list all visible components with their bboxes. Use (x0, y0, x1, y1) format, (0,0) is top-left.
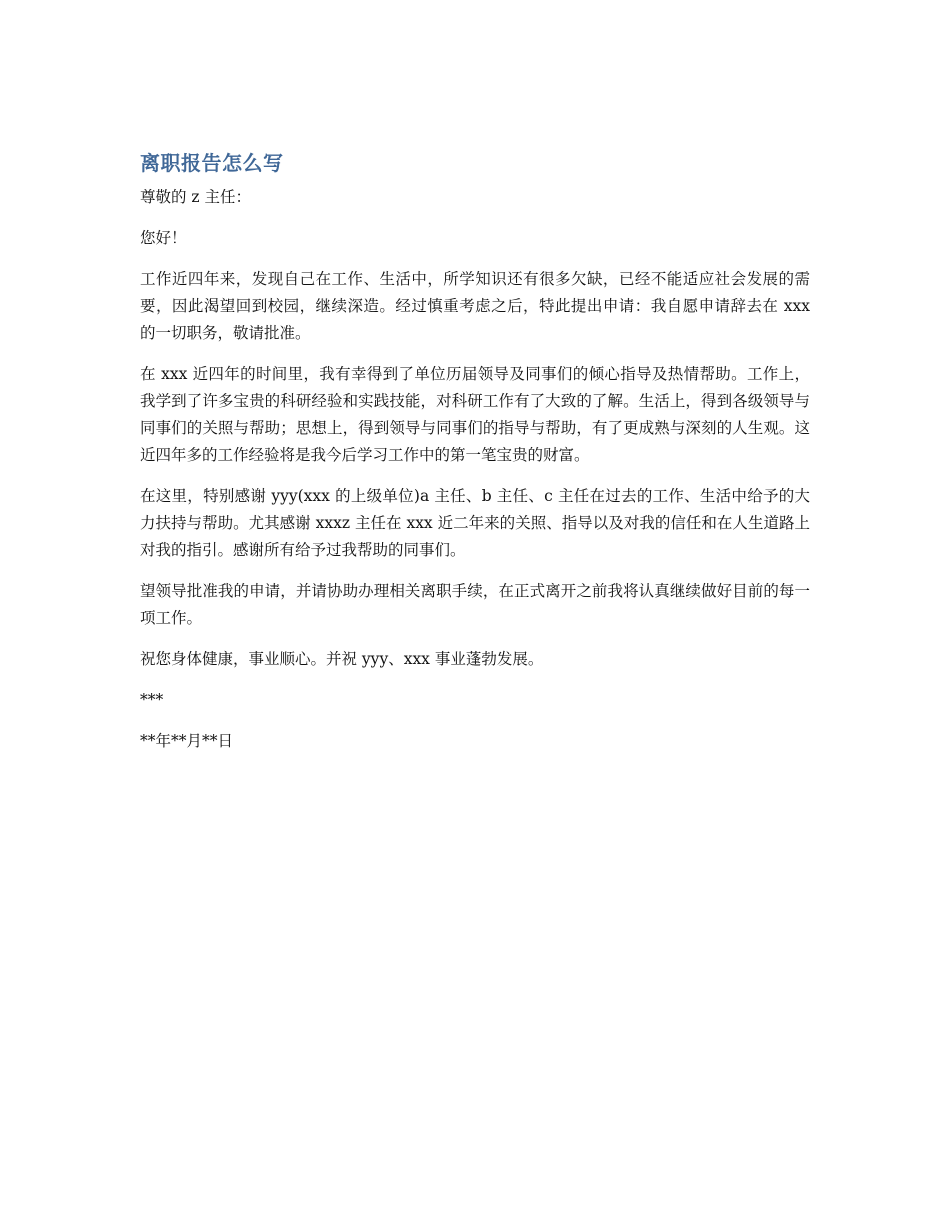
body-paragraph: 望领导批准我的申请，并请协助办理相关离职手续，在正式离开之前我将认真继续做好目前的每一项工作。 (140, 582, 810, 627)
body-paragraph: 在这里，特别感谢 yyy(xxx 的上级单位)a 主任、b 主任、c 主任在过去的工作、生活中给予的大力扶持与帮助。尤其感谢 xxxz 主任在 xxx 近二年来的关照、指导以及对我的信任和在人生道路上对我的指引。感谢所有给予过我帮助的同事们。 (140, 487, 810, 559)
body-paragraph: 在 xxx 近四年的时间里，我有幸得到了单位历届领导及同事们的倾心指导及热情帮助。工作上，我学到了许多宝贵的科研经验和实践技能，对科研工作有了大致的了解。生活上，得到各级领导与同事们的关照与帮助；思想上，得到领导与同事们的指导与帮助，有了更成熟与深刻的人生观。这近四年多的工作经验将是我今后学习工作中的第一笔宝贵的财富。 (140, 365, 810, 464)
date: **年**月**日 (140, 732, 234, 750)
signature: *** (140, 691, 164, 709)
closing-wishes: 祝您身体健康，事业顺心。并祝 yyy、xxx 事业蓬勃发展。 (140, 650, 544, 668)
body-paragraph: 工作近四年来，发现自己在工作、生活中，所学知识还有很多欠缺，已经不能适应社会发展的需要，因此渴望回到校园，继续深造。经过慎重考虑之后，特此提出申请：我自愿申请辞去在 xxx 的一切职务，敬请批准。 (140, 270, 810, 342)
greeting: 您好！ (140, 229, 187, 247)
salutation: 尊敬的 z 主任： (140, 188, 252, 206)
document-page (140, 148, 810, 769)
document-title: 离职报告怎么写 (140, 151, 284, 175)
